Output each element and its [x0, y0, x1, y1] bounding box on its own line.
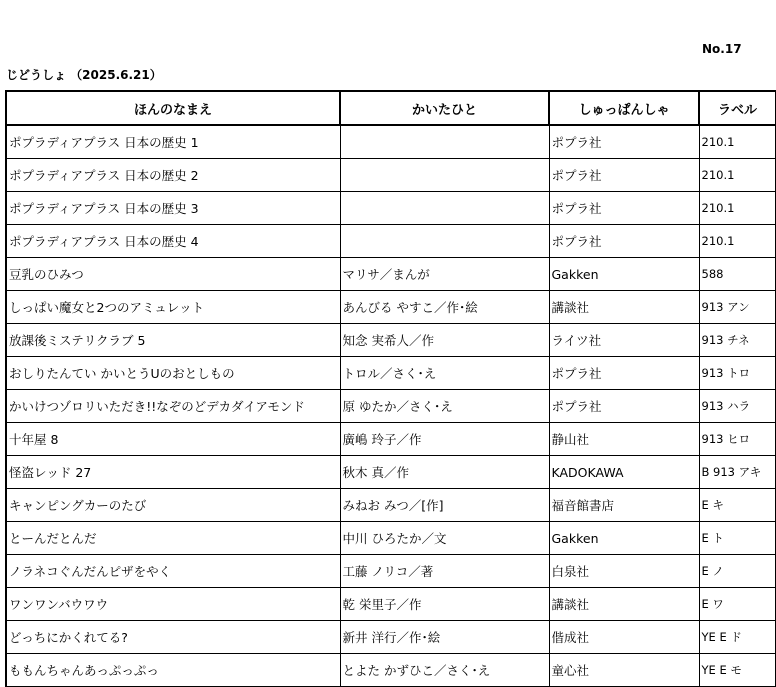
cell-author: [340, 192, 549, 225]
cell-label: 913 アン: [699, 291, 776, 324]
cell-author: [340, 159, 549, 192]
cell-title: ももんちゃんあっぷっぷっ: [6, 654, 340, 687]
cell-label: E キ: [699, 489, 776, 522]
cell-label: YE E モ: [699, 654, 776, 687]
cell-author: 廣嶋 玲子／作: [340, 423, 549, 456]
cell-author: マリサ／まんが: [340, 258, 549, 291]
cell-author: 中川 ひろたか／文: [340, 522, 549, 555]
cell-title: 十年屋 8: [6, 423, 340, 456]
cell-label: YE E ド: [699, 621, 776, 654]
cell-label: 588: [699, 258, 776, 291]
cell-title: ポプラディアプラス 日本の歴史 3: [6, 192, 340, 225]
column-header-author: かいたひと: [340, 91, 549, 125]
cell-author: [340, 125, 549, 159]
cell-publisher: 講談社: [549, 588, 699, 621]
cell-author: トロル／さく･え: [340, 357, 549, 390]
cell-publisher: Gakken: [549, 258, 699, 291]
cell-title: ワンワンバウワウ: [6, 588, 340, 621]
table-row: [6, 654, 776, 687]
cell-publisher: 童心社: [549, 654, 699, 687]
table-row: [6, 489, 776, 522]
cell-label: E ト: [699, 522, 776, 555]
cell-publisher: ポプラ社: [549, 357, 699, 390]
table-row: [6, 159, 776, 192]
cell-label: 210.1: [699, 192, 776, 225]
cell-publisher: 偕成社: [549, 621, 699, 654]
cell-author: とよた かずひこ／さく･え: [340, 654, 549, 687]
table-row: [6, 390, 776, 423]
cell-publisher: ポプラ社: [549, 159, 699, 192]
cell-title: 豆乳のひみつ: [6, 258, 340, 291]
cell-title: とーんだとんだ: [6, 522, 340, 555]
cell-publisher: ライツ社: [549, 324, 699, 357]
cell-author: 乾 栄里子／作: [340, 588, 549, 621]
table-row: [6, 192, 776, 225]
table-header-row: [6, 91, 776, 125]
cell-publisher: Gakken: [549, 522, 699, 555]
table-row: [6, 621, 776, 654]
cell-author: あんびる やすこ／作･絵: [340, 291, 549, 324]
cell-title: ポプラディアプラス 日本の歴史 2: [6, 159, 340, 192]
cell-publisher: ポプラ社: [549, 225, 699, 258]
cell-author: [340, 225, 549, 258]
cell-title: 放課後ミステリクラブ 5: [6, 324, 340, 357]
document-title: じどうしょ （2025.6.21）: [6, 68, 162, 82]
cell-label: E ワ: [699, 588, 776, 621]
cell-label: 210.1: [699, 225, 776, 258]
cell-title: ポプラディアプラス 日本の歴史 4: [6, 225, 340, 258]
cell-label: 913 ヒロ: [699, 423, 776, 456]
cell-title: キャンピングカーのたび: [6, 489, 340, 522]
cell-title: おしりたんてい かいとうUのおとしもの: [6, 357, 340, 390]
cell-publisher: 福音館書店: [549, 489, 699, 522]
cell-publisher: 白泉社: [549, 555, 699, 588]
column-header-title: ほんのなまえ: [6, 91, 340, 125]
table-row: [6, 423, 776, 456]
document-number: No.17: [702, 42, 742, 56]
table-row: [6, 456, 776, 489]
cell-title: しっぱい魔女と2つのアミュレット: [6, 291, 340, 324]
cell-label: E ノ: [699, 555, 776, 588]
cell-label: 913 トロ: [699, 357, 776, 390]
table-row: [6, 357, 776, 390]
cell-author: 工藤 ノリコ／著: [340, 555, 549, 588]
cell-label: 913 ハラ: [699, 390, 776, 423]
table-row: [6, 555, 776, 588]
cell-publisher: ポプラ社: [549, 192, 699, 225]
cell-author: 新井 洋行／作･絵: [340, 621, 549, 654]
cell-publisher: 静山社: [549, 423, 699, 456]
cell-label: 210.1: [699, 159, 776, 192]
column-header-publisher: しゅっぱんしゃ: [549, 91, 699, 125]
cell-publisher: KADOKAWA: [549, 456, 699, 489]
cell-publisher: 講談社: [549, 291, 699, 324]
cell-label: 913 チネ: [699, 324, 776, 357]
cell-title: かいけつゾロリいただき!!なぞのどデカダイアモンド: [6, 390, 340, 423]
cell-title: ポプラディアプラス 日本の歴史 1: [6, 125, 340, 159]
cell-label: 210.1: [699, 125, 776, 159]
cell-publisher: ポプラ社: [549, 390, 699, 423]
book-list-table: [5, 90, 776, 687]
table-row: [6, 522, 776, 555]
table-row: [6, 324, 776, 357]
table-row: [6, 588, 776, 621]
table-row: [6, 291, 776, 324]
cell-author: みねお みつ／[作]: [340, 489, 549, 522]
cell-label: B 913 アキ: [699, 456, 776, 489]
cell-author: 秋木 真／作: [340, 456, 549, 489]
table-body: [6, 125, 776, 687]
cell-title: 怪盗レッド 27: [6, 456, 340, 489]
column-header-label: ラベル: [699, 91, 776, 125]
table-row: [6, 125, 776, 159]
cell-publisher: ポプラ社: [549, 125, 699, 159]
table-row: [6, 258, 776, 291]
cell-title: どっちにかくれてる?: [6, 621, 340, 654]
cell-author: 原 ゆたか／さく･え: [340, 390, 549, 423]
table-row: [6, 225, 776, 258]
cell-author: 知念 実希人／作: [340, 324, 549, 357]
cell-title: ノラネコぐんだんピザをやく: [6, 555, 340, 588]
